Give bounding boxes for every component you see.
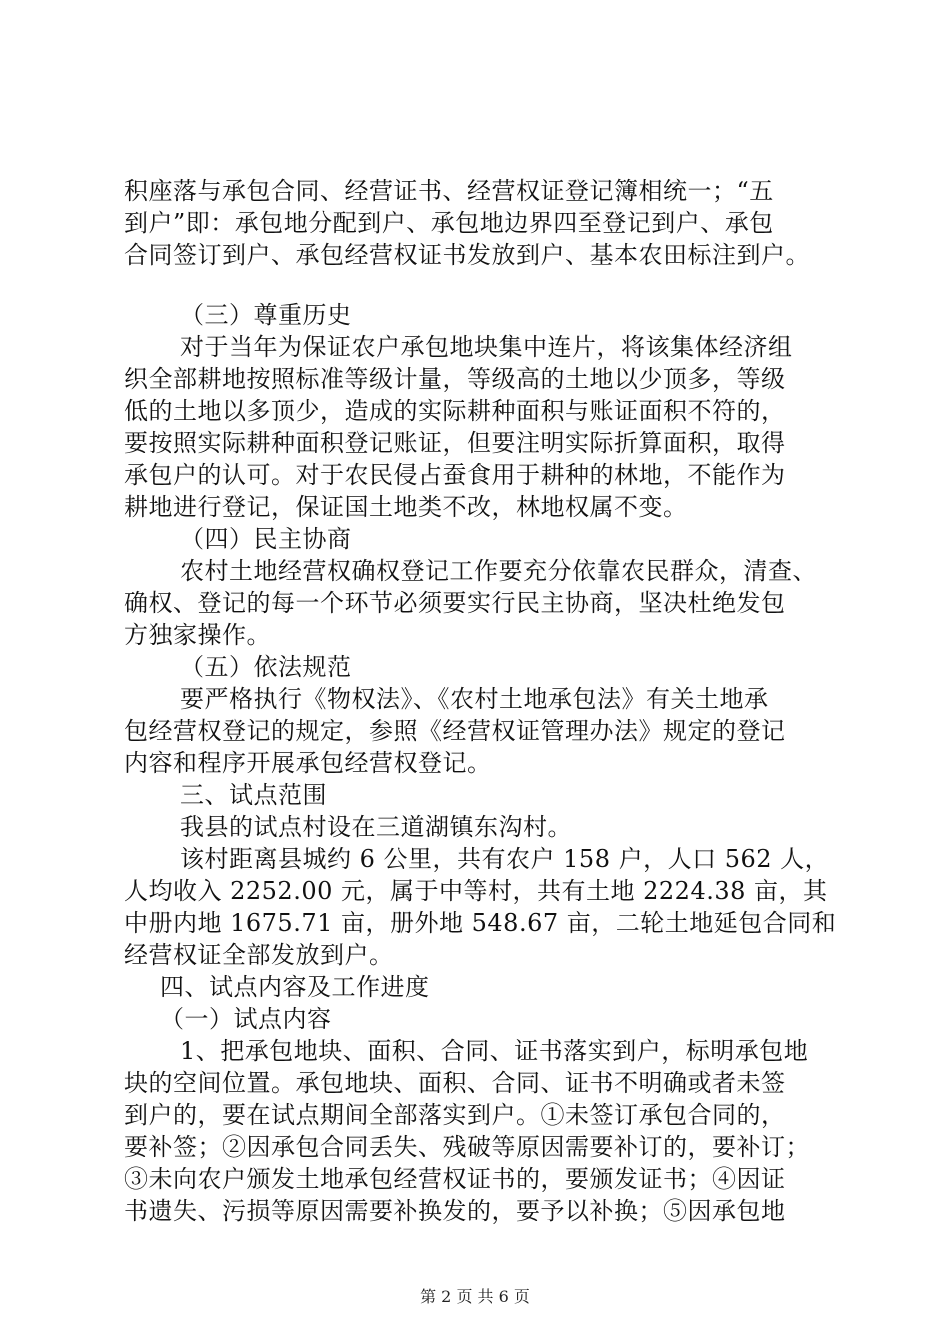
- section-heading: （五）依法规范: [180, 653, 352, 681]
- body-text-line: ③未向农户颁发土地承包经营权证书的，要颁发证书；④因证: [124, 1165, 786, 1193]
- body-text-line: 农村土地经营权确权登记工作要充分依靠农民群众，清查、: [180, 557, 817, 585]
- section-heading: 三、试点范围: [180, 781, 327, 809]
- page-number-footer: 第 2 页 共 6 页: [420, 1287, 530, 1306]
- body-text-line: 经营权证全部发放到户。: [124, 941, 394, 969]
- section-heading: 四、试点内容及工作进度: [160, 973, 430, 1001]
- body-text-line: 要按照实际耕种面积登记账证，但要注明实际折算面积，取得: [124, 429, 786, 457]
- body-text-line: 该村距离县城约 6 公里，共有农户 158 户，人口 562 人，: [180, 845, 830, 873]
- body-text-line: 承包户的认可。对于农民侵占蚕食用于耕种的林地，不能作为: [124, 461, 786, 489]
- body-text-line: 书遗失、污损等原因需要补换发的，要予以补换；⑤因承包地: [124, 1197, 786, 1225]
- body-text-line: 织全部耕地按照标准等级计量，等级高的土地以少顶多，等级: [124, 365, 786, 393]
- body-text-line: 要补签；②因承包合同丢失、残破等原因需要补订的，要补订；: [124, 1133, 810, 1161]
- body-text-line: 到户”即：承包地分配到户、承包地边界四至登记到户、承包: [124, 209, 774, 237]
- body-text-line: 积座落与承包合同、经营证书、经营权证登记簿相统一；“五: [124, 177, 774, 205]
- section-heading: （四）民主协商: [180, 525, 352, 553]
- body-text-line: 确权、登记的每一个环节必须要实行民主协商，坚决杜绝发包: [124, 589, 786, 617]
- body-text-line: 低的土地以多顶少，造成的实际耕种面积与账证面积不符的，: [124, 397, 786, 425]
- body-text-line: 块的空间位置。承包地块、面积、合同、证书不明确或者未签: [124, 1069, 786, 1097]
- body-text-line: 合同签订到户、承包经营权证书发放到户、基本农田标注到户。: [124, 241, 810, 269]
- body-text-line: 包经营权登记的规定，参照《经营权证管理办法》规定的登记: [124, 717, 786, 745]
- body-text-line: 到户的，要在试点期间全部落实到户。①未签订承包合同的，: [124, 1101, 786, 1129]
- body-text-line: 中册内地 1675.71 亩，册外地 548.67 亩，二轮土地延包合同和: [124, 909, 837, 937]
- body-text-line: 人均收入 2252.00 元，属于中等村，共有土地 2224.38 亩，其: [124, 877, 828, 905]
- body-text-line: 要严格执行《物权法》、《农村土地承包法》有关土地承: [180, 685, 769, 713]
- body-text-line: 1、把承包地块、面积、合同、证书落实到户，标明承包地: [180, 1037, 809, 1065]
- body-text-line: 我县的试点村设在三道湖镇东沟村。: [180, 813, 572, 841]
- body-text-line: 内容和程序开展承包经营权登记。: [124, 749, 492, 777]
- body-text-line: 耕地进行登记，保证国土地类不改，林地权属不变。: [124, 493, 688, 521]
- body-text-line: 对于当年为保证农户承包地块集中连片，将该集体经济组: [180, 333, 793, 361]
- section-heading: （三）尊重历史: [180, 301, 352, 329]
- body-text-line: 方独家操作。: [124, 621, 271, 649]
- section-heading: （一）试点内容: [160, 1005, 332, 1033]
